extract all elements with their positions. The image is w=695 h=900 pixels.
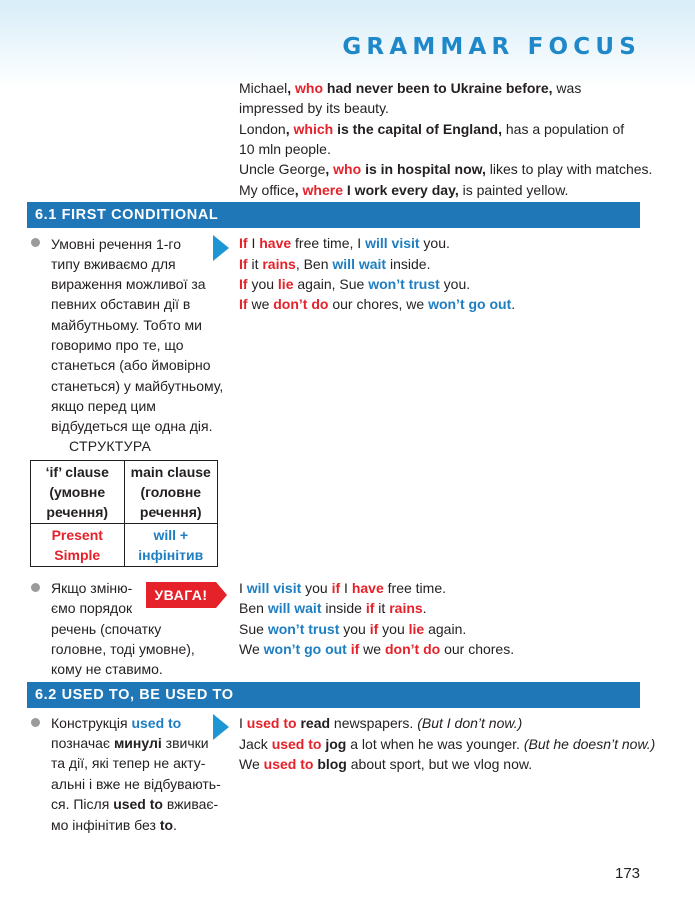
rule-text-line: вираження можливої за xyxy=(51,276,206,292)
reversed-example: We won’t go out if we don’t do our chores. xyxy=(239,641,515,657)
rule-text-line: станеться (або ймовірно xyxy=(51,357,211,373)
structure-label: СТРУКТУРА xyxy=(69,438,152,454)
attention-arrow-icon xyxy=(216,582,227,608)
conditional-example: If you lie again, Sue won’t trust you. xyxy=(239,276,471,292)
conditional-example: If we don’t do our chores, we won’t go out. xyxy=(239,296,516,312)
note-text-line: ємо порядок xyxy=(51,600,133,616)
table-header-if-clause: ‘if’ clause (умовне речення) xyxy=(31,461,125,524)
arrow-right-icon xyxy=(213,714,229,740)
table-cell-will-infinitive: will + інфінітив xyxy=(124,524,218,567)
rule-text-line: відбудеться ще одна дія. xyxy=(51,418,213,434)
bullet-icon xyxy=(31,238,40,247)
page-title: GRAMMAR FOCUS xyxy=(342,34,641,60)
rule-text-line: альні і вже не відбувають- xyxy=(51,776,221,792)
rule-text-line: ся. Після used to вживає- xyxy=(51,796,219,812)
rule-text-line: говоримо про те, що xyxy=(51,337,184,353)
example-line: Uncle George, who is in hospital now, likes to play with matches. xyxy=(239,161,653,177)
example-line: My office, where I work every day, is painted yellow. xyxy=(239,182,569,198)
bullet-icon xyxy=(31,583,40,592)
example-line: 10 mln people. xyxy=(239,141,331,157)
page-number: 173 xyxy=(615,865,641,882)
arrow-right-icon xyxy=(213,235,229,261)
table-cell-present-simple: Present Simple xyxy=(31,524,125,567)
rule-text-line: якщо перед цим xyxy=(51,398,156,414)
rule-text-line: Конструкція used to xyxy=(51,715,182,731)
note-text-line: кому не ставимо. xyxy=(51,661,163,677)
reversed-example: Sue won’t trust you if you lie again. xyxy=(239,621,467,637)
table-header-main-clause: main clause (головне речення) xyxy=(124,461,218,524)
attention-label: УВАГА! xyxy=(146,582,216,608)
note-text-line: Якщо зміню- xyxy=(51,580,133,596)
rule-text-line: станеться) у майбутньому, xyxy=(51,378,224,394)
reversed-example: Ben will wait inside if it rains. xyxy=(239,600,427,616)
section-header-used-to: 6.2 USED TO, BE USED TO xyxy=(27,682,640,708)
conditional-example: If it rains, Ben will wait inside. xyxy=(239,256,431,272)
used-to-example: Jack used to jog a lot when he was younger. (But he doesn’t now.) xyxy=(239,736,656,752)
structure-table xyxy=(30,460,218,567)
example-line: Michael, who had never been to Ukraine before, was xyxy=(239,80,582,96)
used-to-example: We used to blog about sport, but we vlog now. xyxy=(239,756,533,772)
example-line: London, which is the capital of England, has a population of xyxy=(239,121,625,137)
rule-text-line: позначає минулі звички xyxy=(51,735,209,751)
rule-text-line: типу вживаємо для xyxy=(51,256,176,272)
conditional-example: If I have free time, I will visit you. xyxy=(239,235,450,251)
rule-text-line: мо інфінітив без to. xyxy=(51,817,177,833)
reversed-example: I will visit you if I have free time. xyxy=(239,580,447,596)
rule-text-line: майбутньому. Тобто ми xyxy=(51,317,202,333)
rule-text-line: Умовні речення 1-го xyxy=(51,236,181,252)
bullet-icon xyxy=(31,718,40,727)
section-header-first-conditional: 6.1 FIRST CONDITIONAL xyxy=(27,202,640,228)
rule-text-line: певних обставин дії в xyxy=(51,296,191,312)
example-line: impressed by its beauty. xyxy=(239,100,389,116)
used-to-example: I used to read newspapers. (But I don’t now.) xyxy=(239,715,523,731)
note-text-line: головне, тоді умовне), xyxy=(51,641,195,657)
note-text-line: речень (спочатку xyxy=(51,621,162,637)
rule-text-line: та дії, які тепер не акту- xyxy=(51,755,206,771)
